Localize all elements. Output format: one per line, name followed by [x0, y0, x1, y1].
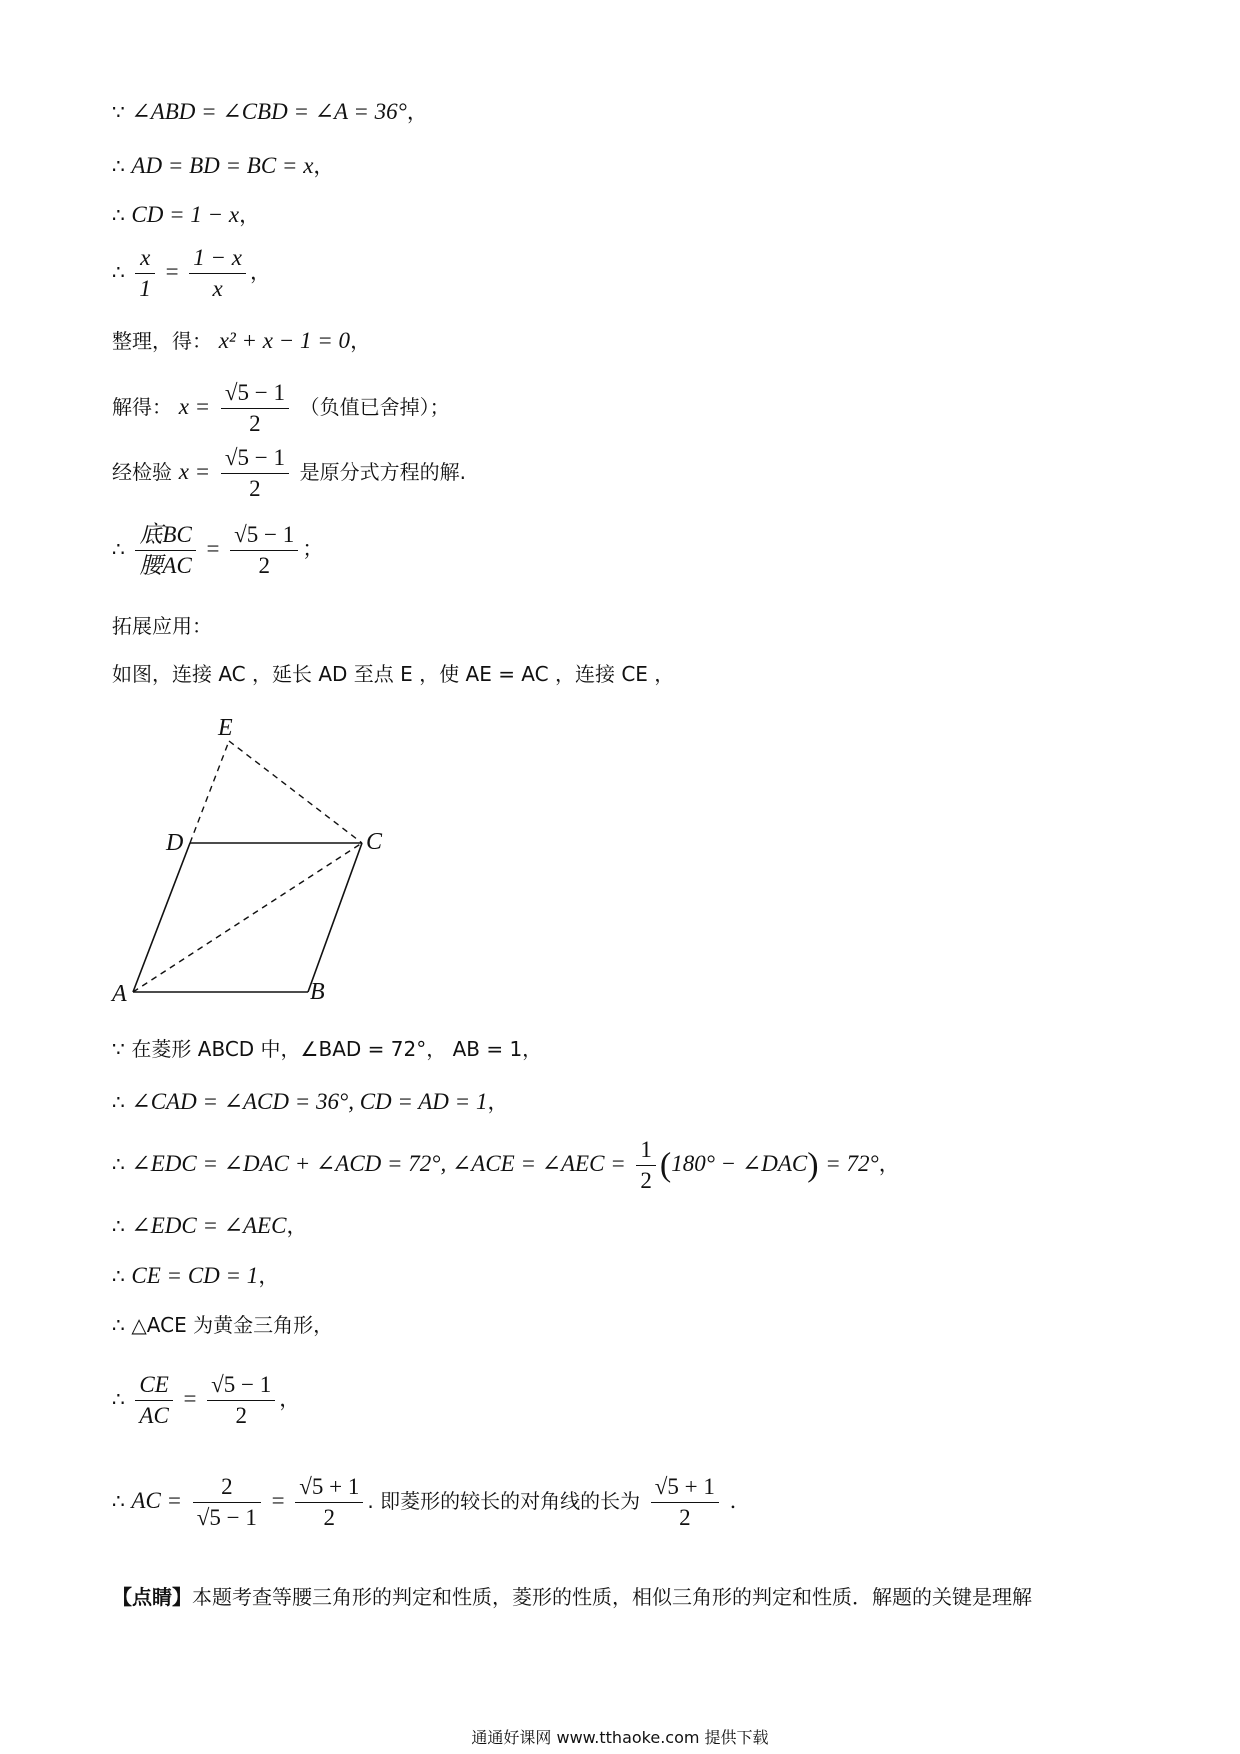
line-11	[112, 1035, 542, 1063]
equals: =	[206, 536, 220, 561]
fraction: $\frac{√5 - 1}{2}$	[207, 1370, 275, 1431]
therefore-symbol: ∴	[112, 1387, 125, 1411]
lhs: AC =	[131, 1488, 183, 1513]
because-symbol: ∵	[112, 100, 125, 124]
equals: =	[165, 259, 179, 284]
tail: ，	[286, 1214, 308, 1238]
line-5	[112, 327, 371, 355]
line-12	[112, 1088, 508, 1116]
tail: ；	[302, 537, 324, 561]
line-13	[112, 1135, 900, 1196]
therefore-symbol: ∴	[112, 1214, 125, 1238]
line-19	[112, 1583, 1032, 1611]
therefore-symbol: ∴	[112, 154, 125, 178]
fraction: $\frac{√5 - 1}{2}$	[221, 443, 289, 504]
fraction: $\frac{√5 + 1}{2}$	[651, 1472, 719, 1533]
tail: 是原分式方程的解.	[299, 460, 467, 484]
dianjing-label: 【点睛】	[112, 1585, 192, 1609]
line-15	[112, 1262, 279, 1290]
expr: CD = 1 − x	[131, 202, 240, 227]
line-14	[112, 1212, 307, 1240]
edge-DA	[133, 843, 190, 992]
expr: ∠EDC = ∠AEC	[131, 1213, 287, 1238]
tail: ，	[350, 329, 372, 353]
because-symbol: ∵	[112, 1037, 125, 1061]
line-6	[112, 378, 450, 439]
right-paren: )	[807, 1146, 819, 1184]
tail: ，	[487, 1090, 509, 1114]
line-2	[112, 152, 334, 180]
expr: ∠EDC = ∠DAC + ∠ACD = 72°, ∠ACE = ∠AEC =	[131, 1151, 626, 1176]
fraction: $\frac{\text{底BC}}{\text{腰AC}}$	[135, 520, 195, 581]
expr: CE = CD = 1	[131, 1263, 259, 1288]
footer: 通通好课网 www.tthaoke.com 提供下载	[471, 1728, 769, 1747]
fraction: $\frac{1}{2}$	[636, 1135, 656, 1196]
fraction: $\frac{√5 + 1}{2}$	[295, 1472, 363, 1533]
tail: ，	[406, 100, 428, 124]
expr: x² + x − 1 = 0	[218, 328, 351, 353]
therefore-symbol: ∴	[112, 260, 125, 284]
fraction: $\frac{1 - x}{x}$	[189, 243, 246, 304]
fraction: $\frac{2}{√5 - 1}$	[193, 1472, 261, 1533]
tail: .	[729, 1489, 737, 1513]
mid-text: . 即菱形的较长的对角线的长为	[367, 1489, 641, 1513]
tail: ，	[878, 1152, 900, 1176]
rhombus-diagram	[100, 705, 400, 1005]
line-10: 如图，连接 AC ，延长 AD 至点 E ，使 AE = AC ，连接 CE ，	[112, 662, 675, 686]
section-heading: 拓展应用：	[112, 614, 212, 638]
edge-AC	[133, 843, 362, 992]
expr: ∠ABD = ∠CBD = ∠A = 36°	[131, 99, 407, 124]
label-E: E	[218, 715, 233, 741]
text: 经检验	[112, 460, 172, 484]
edge-BC	[308, 843, 362, 992]
therefore-symbol: ∴	[112, 537, 125, 561]
edge-EC	[229, 741, 362, 843]
fraction: $\frac{x}{1}$	[135, 243, 155, 304]
therefore-symbol: ∴	[112, 1152, 125, 1176]
fraction: $\frac{√5 - 1}{2}$	[230, 520, 298, 581]
text: △ACE 为黄金三角形，	[131, 1313, 334, 1337]
line-16	[112, 1311, 333, 1339]
tail: ，	[313, 154, 335, 178]
tail: ，	[279, 1387, 301, 1411]
label-D: D	[166, 830, 184, 856]
text: 本题考查等腰三角形的判定和性质，菱形的性质，相似三角形的判定和性质．解题的关键是理解	[192, 1585, 1032, 1609]
text: 在菱形 ABCD 中，∠BAD = 72°， AB = 1，	[131, 1037, 543, 1061]
line-17	[112, 1370, 300, 1431]
edge-DE	[190, 741, 229, 843]
label-A: A	[112, 981, 127, 1005]
result: = 72°	[825, 1151, 879, 1176]
left-paren: (	[659, 1146, 672, 1184]
line-7	[112, 443, 466, 504]
tail: ，	[250, 260, 272, 284]
expr: ∠CAD = ∠ACD = 36°, CD = AD = 1	[131, 1089, 488, 1114]
therefore-symbol: ∴	[112, 1489, 125, 1513]
fraction: $\frac{√5 - 1}{2}$	[221, 378, 289, 439]
label-B: B	[310, 979, 325, 1005]
paren-expr: 180° − ∠DAC	[671, 1151, 808, 1176]
line-4	[112, 243, 271, 304]
line-8	[112, 520, 323, 581]
therefore-symbol: ∴	[112, 1264, 125, 1288]
lhs: x =	[178, 459, 211, 484]
therefore-symbol: ∴	[112, 1313, 125, 1337]
label-C: C	[366, 829, 383, 855]
text: 解得：	[112, 395, 172, 419]
tail: （负值已舍掉）；	[299, 395, 450, 419]
fraction: $\frac{CE}{AC}$	[135, 1370, 172, 1431]
expr: AD = BD = BC = x	[131, 153, 314, 178]
line-1	[112, 98, 428, 126]
text: 整理，得：	[112, 329, 212, 353]
line-18	[112, 1472, 736, 1533]
line-3	[112, 201, 260, 229]
tail: ，	[239, 203, 261, 227]
lhs: x =	[178, 394, 211, 419]
therefore-symbol: ∴	[112, 203, 125, 227]
equals: =	[271, 1488, 285, 1513]
tail: ，	[258, 1264, 280, 1288]
therefore-symbol: ∴	[112, 1090, 125, 1114]
equals: =	[183, 1386, 197, 1411]
